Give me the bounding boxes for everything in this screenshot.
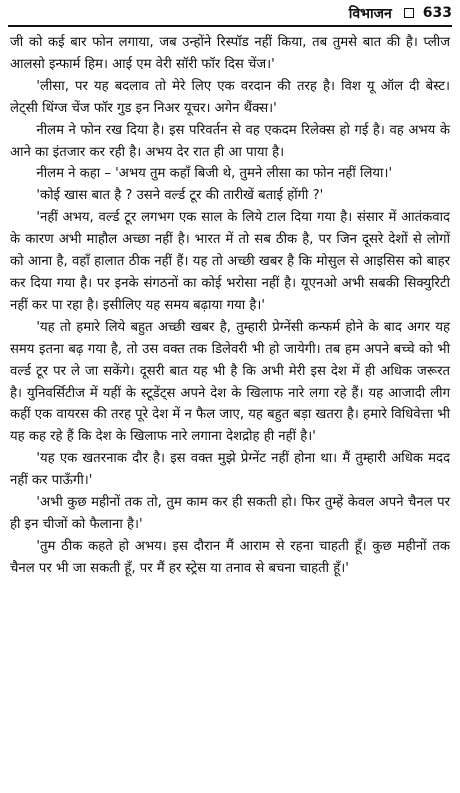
square-bullet-icon <box>404 8 414 18</box>
header-rule <box>8 25 452 27</box>
paragraph: जी को कई बार फोन लगाया, जब उन्होंने रिस्पॉड नहीं किया, तब तुमसे बात की है। प्लीज आलसो इन्फार्म हिम। आई एम वेरी सॉरी फॉर दिस चेंज।' <box>10 35 450 72</box>
paragraph: नीलम ने कहा – 'अभय तुम कहाँ बिजी थे, तुमने लीसा का फोन नहीं लिया।' <box>36 166 393 182</box>
paragraph: 'नहीं अभय, वर्ल्ड टूर लगभग एक साल के लिये टाल दिया गया है। संसार में आतंकवाद के कारण अभी माहौल अच्छा नहीं है। भारत में तो सब ठीक है, पर जिन दूसरे देशों से लोगों को आना है, वहाँ हालात ठीक नहीं हैं। यह तो अच्छी खबर है कि मोसुल से आइसिस को बाहर कर दिया गया है। पर इनके संगठनों का कोई भरोसा नहीं है। यूएनओ अभी सबकी सिक्युरिटी नहीं कर पा रहा है। इसीलिए यह समय बढ़ाया गया है।' <box>10 210 450 313</box>
paragraph: 'लीसा, पर यह बदलाव तो मेरे लिए एक वरदान की तरह है। विश यू ऑल दी बेस्ट। लेट्सी थिंग्ज चेंज फॉर गुड इन निअर यूचर। अगेन थैंक्स।' <box>10 78 450 116</box>
paragraph: 'यह एक खतरनाक दौर है। इस वक्त मुझे प्रेग्नेंट नहीं होना था। मैं तुम्हारी अधिक मदद नहीं कर पाऊँगी।' <box>10 451 450 489</box>
paragraph: 'तुम ठीक कहते हो अभय। इस दौरान मैं आराम से रहना चाहती हूँ। कुछ महीनों तक चैनल पर भी जा सकती हूँ, पर मैं हर स्ट्रेस या तनाव से बचना चाहती हूँ।' <box>10 538 450 576</box>
page-number: 633 <box>422 5 452 21</box>
running-header <box>8 2 452 24</box>
paragraph: नीलम ने फोन रख दिया है। इस परिवर्तन से वह एकदम रिलेक्स हो गई है। वह अभय के आने का इंतजार कर रही है। अभय देर रात ही आ पाया है। <box>10 122 450 160</box>
paragraph: 'अभी कुछ महीनों तक तो, तुम काम कर ही सकती हो। फिर तुम्हें केवल अपने चैनल पर ही इन चीजों को फैलाना है।' <box>10 495 450 532</box>
body-text <box>10 32 450 580</box>
chapter-title: विभाजन <box>348 5 392 22</box>
paragraph: 'यह तो हमारे लिये बहुत अच्छी खबर है, तुम्हारी प्रेग्नेंसी कन्फर्म होने के बाद अगर यह समय इतना बढ़ गया है, तो उस वक्त तक डिलेवरी भी हो जायेगी। तब हम अपने बच्चे को भी वर्ल्ड टूर पर ले जा सकेंगे। दूसरी बात यह भी है कि अभी मेरी इस देश में ही अधिक जरूरत है। युनिवर्सिटीज में यहीं के स्टूडेंट्स अपने देश के खिलाफ नारे लगा रहे हैं। यह आजादी लीग कहीं एक वायरस की तरह पूरे देश में न फैल जाए, यह बहुत बड़ा खतरा है। हमारे विधिवेत्ता भी यह कह रहे हैं कि देश के खिलाफ नारे लगाना देशद्रोह ही नहीं है।' <box>10 319 450 445</box>
paragraph: 'कोई खास बात है ? उसने वर्ल्ड टूर की तारीखें बताई होंगी ?' <box>36 188 324 204</box>
